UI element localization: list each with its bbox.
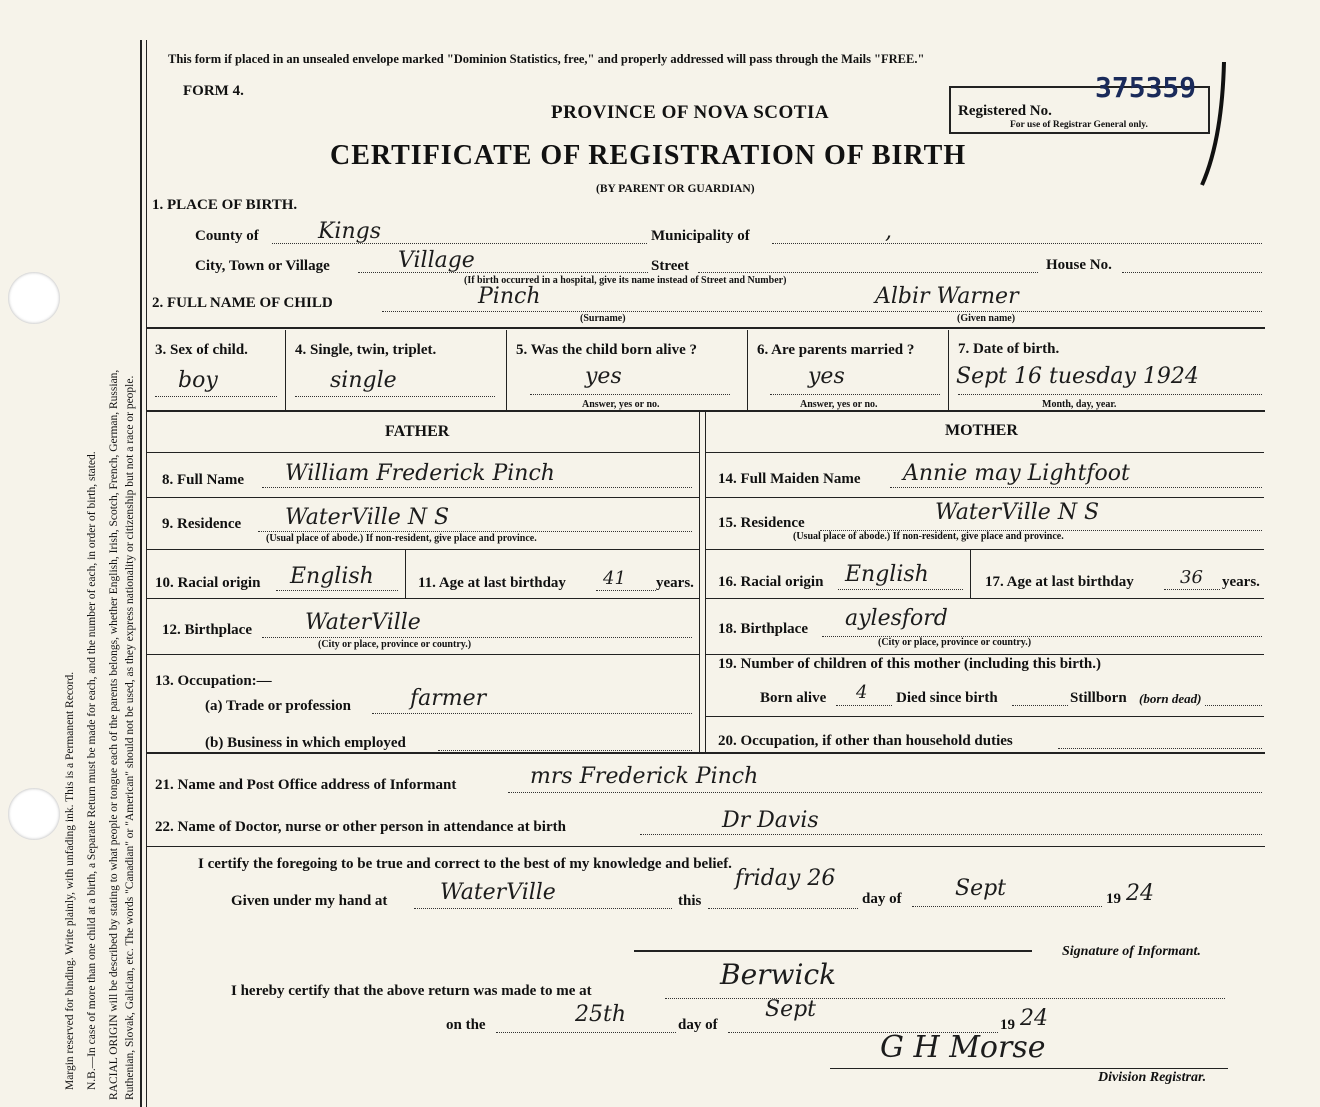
trade-label: (a) Trade or profession bbox=[205, 698, 351, 714]
born-alive-count-value: 4 bbox=[856, 682, 868, 703]
father-racial-value: English bbox=[290, 564, 374, 589]
county-label: County of bbox=[195, 228, 259, 244]
given-year-prefix: 19 bbox=[1106, 891, 1121, 907]
registrar-year: 24 bbox=[1020, 1006, 1048, 1031]
given-name-caption: (Given name) bbox=[957, 313, 1016, 324]
registered-number: 375359 bbox=[1095, 71, 1197, 104]
this-label: this bbox=[678, 893, 702, 909]
father-occupation-label: 13. Occupation:— bbox=[155, 673, 272, 689]
informant-value: mrs Frederick Pinch bbox=[530, 764, 759, 789]
sex-label: 3. Sex of child. bbox=[155, 342, 248, 358]
father-birthplace-caption: (City or place, province or country.) bbox=[318, 639, 472, 650]
born-alive-value: yes bbox=[585, 364, 622, 389]
mother-birthplace-caption: (City or place, province or country.) bbox=[878, 637, 1032, 648]
certificate-title: CERTIFICATE OF REGISTRATION OF BIRTH bbox=[330, 140, 967, 171]
trade-value: farmer bbox=[410, 686, 487, 711]
left-border-inner bbox=[146, 40, 147, 1107]
multiplicity-value: single bbox=[330, 368, 397, 393]
registrar-day-of-label: day of bbox=[678, 1017, 718, 1033]
father-heading: FATHER bbox=[385, 423, 450, 440]
given-day-of-label: day of bbox=[862, 891, 902, 907]
margin-note-3: RACIAL ORIGIN will be described by stating to what people or tongue each of the parents belongs, whether English, Irish, Scotch, French, German, Russian, bbox=[108, 369, 120, 1100]
registered-stroke bbox=[1196, 60, 1236, 190]
informant-signature-label: Signature of Informant. bbox=[1062, 944, 1201, 959]
city-value: Village bbox=[398, 248, 475, 273]
mother-age-value: 36 bbox=[1180, 567, 1203, 588]
given-year: 24 bbox=[1126, 881, 1154, 906]
father-birthplace-label: 12. Birthplace bbox=[162, 622, 252, 638]
county-value: Kings bbox=[318, 219, 382, 244]
business-label: (b) Business in which employed bbox=[205, 735, 406, 751]
mother-racial-value: English bbox=[845, 562, 929, 587]
hospital-note: (If birth occurred in a hospital, give its name instead of Street and Number) bbox=[464, 275, 787, 286]
mother-age-unit: years. bbox=[1222, 574, 1260, 590]
parents-married-value: yes bbox=[808, 364, 845, 389]
street-label: Street bbox=[651, 258, 690, 274]
on-the-label: on the bbox=[446, 1017, 486, 1033]
born-alive-caption: Answer, yes or no. bbox=[582, 399, 660, 410]
form-number: FORM 4. bbox=[183, 83, 244, 99]
registered-note: For use of Registrar General only. bbox=[1010, 120, 1148, 130]
doctor-value: Dr Davis bbox=[722, 808, 819, 833]
mother-birthplace-value: aylesford bbox=[845, 606, 948, 631]
mother-residence-caption: (Usual place of abode.) If non-resident, give place and province. bbox=[793, 531, 1064, 542]
mail-note: This form if placed in an unsealed envelope marked "Dominion Statistics, free," and properly addressed will pass through the Mails "FREE." bbox=[168, 52, 925, 66]
father-birthplace-value: WaterVille bbox=[305, 610, 421, 635]
born-alive-label: 5. Was the child born alive ? bbox=[516, 342, 697, 358]
house-label: House No. bbox=[1046, 257, 1112, 273]
registered-label: Registered No. bbox=[958, 103, 1052, 119]
born-alive-count-label: Born alive bbox=[760, 690, 827, 706]
binding-hole-bottom bbox=[8, 788, 60, 840]
given-month: Sept bbox=[955, 876, 1007, 901]
registrar-statement: I hereby certify that the above return was made to me at bbox=[231, 983, 592, 999]
given-name-value: Albir Warner bbox=[875, 284, 1019, 309]
mother-residence-label: 15. Residence bbox=[718, 515, 805, 531]
father-name-label: 8. Full Name bbox=[162, 472, 245, 488]
mother-heading: MOTHER bbox=[945, 422, 1018, 439]
mother-birthplace-label: 18. Birthplace bbox=[718, 621, 808, 637]
mother-residence-value: WaterVille N S bbox=[935, 500, 1100, 525]
margin-note-2: N.B.—In case of more than one child at a birth, a Separate Return must be made for each, and the number of each, in order of birth, stated. bbox=[86, 451, 98, 1090]
registrar-year-prefix: 19 bbox=[1000, 1017, 1015, 1033]
certificate-subtitle: (BY PARENT OR GUARDIAN) bbox=[596, 183, 755, 195]
mother-age-label: 17. Age at last birthday bbox=[985, 574, 1134, 590]
children-count-label: 19. Number of children of this mother (including this birth.) bbox=[718, 656, 1101, 672]
parents-married-caption: Answer, yes or no. bbox=[800, 399, 878, 410]
given-day: friday 26 bbox=[735, 866, 836, 891]
dob-value: Sept 16 tuesday 1924 bbox=[956, 364, 1199, 389]
parents-married-label: 6. Are parents married ? bbox=[757, 342, 915, 358]
died-since-birth-label: Died since birth bbox=[896, 690, 998, 706]
informant-label: 21. Name and Post Office address of Informant bbox=[155, 777, 457, 793]
multiplicity-label: 4. Single, twin, triplet. bbox=[295, 342, 437, 358]
doctor-label: 22. Name of Doctor, nurse or other person in attendance at birth bbox=[155, 819, 566, 835]
registrar-signature-label: Division Registrar. bbox=[1098, 1070, 1207, 1085]
mother-racial-label: 16. Racial origin bbox=[718, 574, 824, 590]
father-residence-label: 9. Residence bbox=[162, 516, 242, 532]
father-name-value: William Frederick Pinch bbox=[285, 461, 555, 486]
margin-note-4: Ruthenian, Slovak, Galician, etc. The words "Canadian" or "American" should not be used, as they express nationality or citizenship but not a race or people. bbox=[124, 375, 136, 1100]
stillborn-note: (born dead) bbox=[1139, 691, 1202, 706]
sex-value: boy bbox=[178, 368, 218, 393]
province-heading: PROVINCE OF NOVA SCOTIA bbox=[551, 102, 830, 123]
father-age-unit: years. bbox=[656, 575, 694, 591]
mother-occupation-label: 20. Occupation, if other than household duties bbox=[718, 733, 1013, 749]
place-heading: 1. PLACE OF BIRTH. bbox=[152, 197, 298, 213]
surname-caption: (Surname) bbox=[580, 313, 626, 324]
mother-name-value: Annie may Lightfoot bbox=[903, 461, 1130, 486]
dob-label: 7. Date of birth. bbox=[958, 341, 1060, 357]
given-label: Given under my hand at bbox=[231, 893, 388, 909]
dob-caption: Month, day, year. bbox=[1042, 399, 1117, 410]
father-age-value: 41 bbox=[603, 568, 626, 589]
left-border-outer bbox=[140, 40, 142, 1107]
city-label: City, Town or Village bbox=[195, 258, 330, 274]
surname-value: Pinch bbox=[478, 284, 541, 309]
municipality-value: , bbox=[885, 219, 892, 244]
mother-name-label: 14. Full Maiden Name bbox=[718, 471, 861, 487]
father-residence-value: WaterVille N S bbox=[285, 505, 450, 530]
registrar-day: 25th bbox=[575, 1002, 627, 1027]
binding-hole-top bbox=[8, 272, 60, 324]
father-age-label: 11. Age at last birthday bbox=[418, 575, 566, 591]
municipality-label: Municipality of bbox=[651, 228, 750, 244]
father-residence-caption: (Usual place of abode.) If non-resident, give place and province. bbox=[266, 533, 537, 544]
registrar-month: Sept bbox=[765, 997, 817, 1022]
certify-statement: I certify the foregoing to be true and correct to the best of my knowledge and belief. bbox=[198, 856, 732, 872]
given-place: WaterVille bbox=[440, 880, 556, 905]
margin-note-1: Margin reserved for binding. Write plainly, with unfading ink. This is a Permanent Record. bbox=[64, 671, 76, 1090]
child-name-label: 2. FULL NAME OF CHILD bbox=[152, 295, 333, 311]
stillborn-label: Stillborn bbox=[1070, 690, 1127, 706]
registrar-place: Berwick bbox=[720, 958, 837, 991]
father-racial-label: 10. Racial origin bbox=[155, 575, 261, 591]
registrar-signature: G H Morse bbox=[880, 1030, 1046, 1065]
